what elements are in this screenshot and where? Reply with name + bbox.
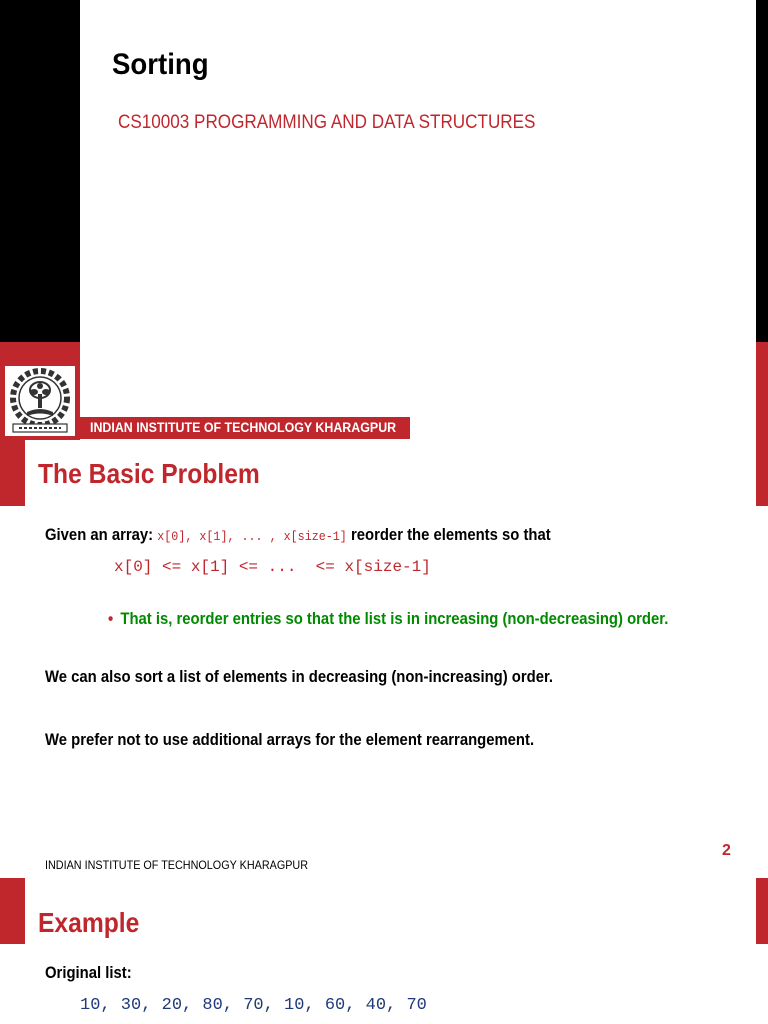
- left-red-tab: [0, 440, 25, 506]
- left-black-bar: [0, 0, 80, 342]
- example-slide: [0, 878, 768, 1024]
- decreasing-note: We can also sort a list of elements in decreasing (non-increasing) order.: [45, 668, 554, 686]
- basic-problem-slide: [0, 440, 768, 878]
- institute-name: INDIAN INSTITUTE OF TECHNOLOGY KHARAGPUR: [90, 420, 397, 435]
- left-red-tab: [0, 878, 25, 944]
- problem-statement: [45, 526, 551, 545]
- ordering-code: x[0] <= x[1] <= ... <= x[size-1]: [114, 558, 431, 576]
- no-extra-arrays-note: We prefer not to use additional arrays for the element rearrangement.: [45, 731, 535, 749]
- iit-logo-icon: [5, 366, 75, 436]
- right-red-band: [756, 342, 768, 440]
- slide-title: The Basic Problem: [38, 458, 260, 489]
- course-subtitle: CS10003 PROGRAMMING AND DATA STRUCTURES: [118, 112, 536, 133]
- footer-institute: INDIAN INSTITUTE OF TECHNOLOGY KHARAGPUR: [45, 858, 309, 872]
- array-code: x[0], x[1], ... , x[size-1]: [157, 529, 347, 544]
- right-red-tab: [756, 878, 768, 944]
- bullet-dot-icon: •: [108, 610, 114, 628]
- page-number: 2: [722, 842, 731, 859]
- original-list-values: 10, 30, 20, 80, 70, 10, 60, 40, 70: [80, 996, 427, 1015]
- bullet-text: That is, reorder entries so that the list is in increasing (non-decreasing) order.: [120, 610, 669, 628]
- slide-title: Sorting: [112, 48, 209, 81]
- bullet-item: [108, 610, 668, 629]
- problem-suffix: reorder the elements so that: [350, 526, 551, 544]
- right-black-bar: [756, 0, 768, 342]
- slide-title: Example: [38, 907, 140, 938]
- right-red-tab: [756, 440, 768, 506]
- problem-prefix: Given an array:: [45, 526, 154, 544]
- title-slide: [0, 0, 768, 440]
- original-list-label: Original list:: [45, 964, 132, 982]
